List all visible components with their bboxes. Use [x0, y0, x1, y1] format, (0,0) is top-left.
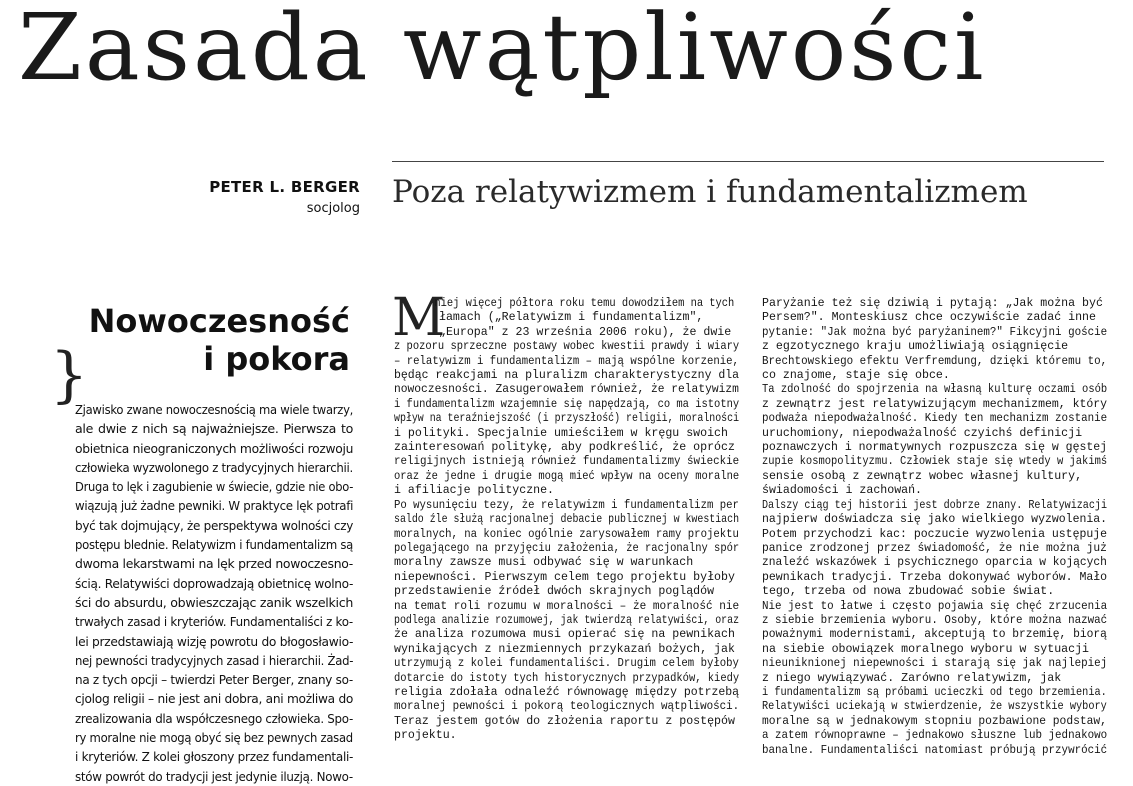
column-line: dotarcie do istoty tych historycznych przypadków, kiedy	[394, 671, 740, 685]
column-line: poważnymi modernistami, akceptują to brzemię, biorą	[762, 628, 1107, 642]
section-heading-line-2: i pokora	[203, 340, 350, 378]
column-line: przedstawienie źródeł dwóch skrajnych poglądów	[394, 585, 715, 599]
decorative-brace: }	[50, 340, 89, 410]
column-line: i fundamentalizm wzajemnie się napędzają, co ma istotny	[394, 397, 740, 411]
column-line: z pozoru sprzeczne postawy wobec kwestii prawdy i wiary	[394, 340, 740, 354]
column-line: na siebie obowiązek moralnego wyboru w sytuacji	[762, 642, 1089, 656]
lead-line: obietnica nieograniczonych możliwości rozwoju	[75, 440, 354, 456]
column-line: świadomości i zachowań.	[762, 484, 923, 498]
lead-line: i kryteriów. Z kolei głoszony przez fundamentali-	[75, 749, 354, 765]
lead-line: postępu blednie. Relatywizm i fundamentalizm są	[75, 537, 354, 553]
column-line: polegającego na przyjęciu założenia, że racjonalny spór	[394, 541, 740, 555]
lead-line: lei przedstawiają wizję powrotu do błogosławio-	[75, 633, 354, 649]
column-line: najpierw doświadcza się jako wielkiego wyzwolenia.	[762, 513, 1108, 527]
section-heading-line-1: Nowoczesność	[88, 302, 350, 340]
lead-line: Druga to lęk i zagubienie w świecie, gdzie nie obo-	[75, 479, 354, 495]
lead-line: stów powrót do tradycji jest jedynie iluzją. Nowo-	[75, 768, 353, 784]
lead-line: być tak dojmujący, że perspektywa wolności czy	[75, 517, 354, 533]
column-line: na temat roli rozumu w moralności – że moralność nie	[394, 599, 740, 613]
column-line: panice zrodzonej przez świadomość, że nie można już	[762, 541, 1107, 555]
author-name: PETER L. BERGER	[209, 178, 360, 196]
column-line: uruchomiony, niepodważalność czyichś definicji	[762, 426, 1083, 440]
header-divider	[392, 161, 1104, 162]
lead-paragraph	[75, 400, 353, 786]
lead-line: dwoma lekarstwami na lęk przed nowoczesno-	[75, 556, 354, 572]
lead-line: nej pewności tradycyjnych zasad i hierarchii. Żad-	[75, 652, 354, 668]
column-line: łamach („Relatywizm i fundamentalizm",	[439, 311, 704, 325]
column-line: poznawczych i normatywnych rozpuszcza się w gęstej	[762, 441, 1108, 455]
column-line: oraz że jedne i drugie mogą mieć wpływ na oceny moralne	[394, 469, 740, 483]
column-line: wynikających z niezmiennych przykazań bożych, jak	[394, 642, 735, 656]
column-line: „Europa" z 23 września 2006 roku), że dwie	[439, 325, 732, 339]
section-heading	[89, 302, 350, 378]
column-line: moralnej pewności i pokorą teologicznych wątpliwości.	[394, 700, 740, 714]
column-line: z zewnątrz jest relatywizującym mechanizmem, który	[762, 397, 1108, 411]
lead-line: Zjawisko zwane nowoczesnością ma wiele twarzy,	[75, 402, 354, 417]
column-line: utrzymują z kolei fundamentaliści. Drugim celem byłoby	[394, 657, 739, 671]
column-line: nowoczesności. Zasugerowałem również, że relatywizm	[394, 383, 739, 397]
column-line: tego, trzeba od nowa zbudować sobie świat.	[762, 585, 1055, 599]
body-column-1	[394, 297, 739, 744]
column-line: religia zdołała odnaleźć równowagę między potrzebą	[394, 685, 740, 699]
column-line: a zatem równoprawne – jednakowo słuszne lub jednakowo	[762, 729, 1108, 743]
body-column-2	[762, 297, 1107, 758]
column-line: będąc reakcjami na pluralizm charakterystyczny dla	[394, 369, 740, 383]
column-line: i polityki. Specjalnie umieściłem w kręgu swoich	[394, 426, 728, 440]
column-line: że analiza rozumowa musi opierać się na pewnikach	[394, 628, 735, 642]
column-line: podlega analizie rozumowej, jak twierdzą relatywiści, oraz	[394, 613, 740, 627]
column-line: sensie osobą z zewnątrz wobec własnej kultury,	[762, 469, 1083, 483]
column-line: zupie kosmopolityzmu. Człowiek staje się wtedy w jakimś	[762, 455, 1108, 469]
lead-line: człowieka wyzwolonego z tradycyjnych hierarchii.	[75, 459, 353, 475]
column-line: wpływ na teraźniejszość (i przyszłość) religii, moralności	[394, 412, 740, 426]
column-line: z egzotycznego kraju umożliwiają osiągnięcie	[762, 340, 1069, 354]
column-line: pewnikach tradycji. Trzeba dokonywać wyborów. Mało	[762, 570, 1108, 584]
lead-line: cjolog religii – nie jest ani dobra, ani możliwa do	[75, 691, 354, 707]
lead-line: ścią. Relatywiści doprowadzają obietnicę wolno-	[75, 575, 354, 591]
column-line: i fundamentalizm są próbami ucieczki od tego brzemienia.	[762, 685, 1107, 699]
lead-line: ale dwie z nich są najważniejsze. Pierwsza to	[75, 421, 353, 437]
column-line: podważa niepodważalność. Kiedy ten mechanizm zostanie	[762, 412, 1108, 426]
lead-line: wiązują już żadne pewniki. W praktyce lęk potrafi	[75, 498, 354, 514]
column-line: Nie jest to łatwe i często pojawia się chęć zrzucenia	[762, 599, 1108, 613]
column-line: projektu.	[394, 729, 457, 743]
column-line: nieuniknionej niepewności i starają się jak najlepiej	[762, 657, 1108, 671]
column-line: i afiliacje polityczne.	[394, 484, 555, 498]
column-line: Potem przychodzi kac: poczucie wyzwolenia ustępuje	[762, 527, 1108, 541]
column-line: Persem?". Monteskiusz chce oczywiście zadać inne	[762, 311, 1096, 325]
column-line: niepewności. Pierwszym celem tego projektu byłoby	[394, 570, 735, 584]
author-role: socjolog	[306, 201, 360, 216]
column-line: moralne są w jednakowym stopniu pozbawione podstaw,	[762, 714, 1107, 728]
column-line: z niego wywiązywać. Zarówno relatywizm, jak	[762, 671, 1062, 685]
column-line: religijnych istnieją również fundamentalizmy świeckie	[394, 455, 740, 469]
column-line: z siebie brzemienia wyboru. Osoby, które można nazwać	[762, 613, 1108, 627]
column-line: – relatywizm i fundamentalizm – mają wspólne korzenie,	[394, 354, 739, 368]
lead-line: ści do absurdu, obwieszczając zanik wszelkich	[75, 594, 353, 610]
column-line: banalne. Fundamentaliści natomiast próbują przywrócić	[762, 743, 1108, 757]
column-line: Teraz jestem gotów do złożenia raportu z postępów	[394, 714, 735, 728]
column-line: zainteresowań politykę, aby podkreślić, że oprócz	[394, 441, 735, 455]
column-line: Relatywiści uciekają w stwierdzenie, że wszystkie wybory	[762, 700, 1107, 714]
article-subtitle: Poza relatywizmem i fundamentalizmem	[392, 174, 1028, 210]
column-line: Paryżanie też się dziwią i pytają: „Jak można być	[762, 297, 1103, 310]
column-line: Ta zdolność do spojrzenia na własną kulturę oczami osób	[762, 383, 1108, 397]
column-line: moralnych, na koniec ogólnie zarysowałem ramy projektu	[394, 527, 739, 541]
lead-line: ry moralne nie mogą obyć się bez pewnych zasad	[75, 730, 353, 746]
lead-line: zrealizowania dla współczesnego człowieka. Spo-	[75, 710, 353, 726]
column-line: Po wysunięciu tezy, że relatywizm i fundamentalizm per	[394, 498, 739, 512]
column-line: znaleźć wskazówek i psychicznego oparcia w kojących	[762, 556, 1107, 570]
lead-line: trwałych zasad i kryteriów. Fundamentaliści z ko-	[75, 614, 353, 630]
column-line: saldo źle służą racjonalnej debacie publicznej w kwestiach	[394, 513, 740, 527]
column-line: Brechtowskiego efektu Verfremdung, dzięki któremu to,	[762, 354, 1108, 368]
article-title: Zasada wątpliwości	[18, 0, 987, 101]
lead-line: na z tych opcji – twierdzi Peter Berger, znany so-	[75, 672, 353, 688]
column-line: Dalszy ciąg tej historii jest dobrze znany. Relatywizacji	[762, 498, 1108, 512]
column-line: pytanie: "Jak można być paryżaninem?" Fikcyjni goście	[762, 325, 1108, 339]
column-line: moralny zawsze musi odbywać się w warunkach	[394, 556, 694, 570]
column-line: co znajome, staje się obce.	[762, 369, 950, 383]
drop-cap: M	[392, 288, 446, 348]
column-line: niej więcej półtora roku temu dowodziłem na tych	[434, 297, 735, 310]
